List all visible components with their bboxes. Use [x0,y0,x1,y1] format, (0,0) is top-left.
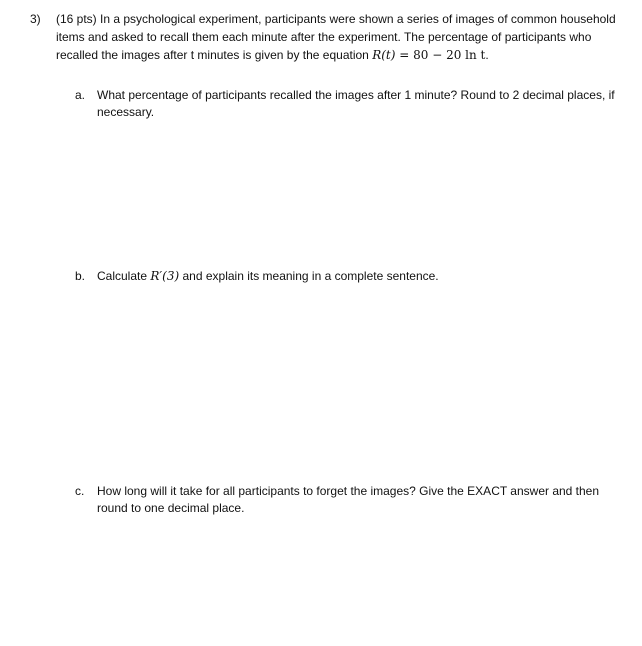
equation-lhs: R(t) [372,48,396,62]
part-a-text: What percentage of participants recalled the images after 1 minute? Round to 2 decimal places, if necessary. [97,88,615,119]
equation: R(t) = 80 − 20 ln t [372,48,486,62]
part-a-letter: a. [75,88,86,102]
problem-3 [30,10,620,64]
part-b-letter: b. [75,269,86,283]
part-b-math: R′(3) [150,269,180,283]
part-b-statement [97,268,615,285]
problem-points: (16 pts) [56,12,97,26]
equation-rhs: 80 − 20 ln t [413,48,486,62]
part-c-text: How long will it take for all participants to forget the images? Give the EXACT answer and then round to one decimal place. [97,484,600,515]
problem-text: In a psychological experiment, participants were shown a series of images of common household items and asked to recall them each minute after the experiment. The percentage of participants who recalled the images after t minutes is given by the equation [56,12,616,62]
part-a [75,87,615,121]
problem-statement [56,10,620,64]
part-c [75,483,615,517]
problem-number: 3) [30,12,41,26]
part-c-letter: c. [75,484,85,498]
equation-period: . [485,48,489,62]
part-b [75,268,615,285]
part-b-text-after: and explain its meaning in a complete sentence. [182,269,439,283]
part-b-text-before: Calculate [97,269,148,283]
